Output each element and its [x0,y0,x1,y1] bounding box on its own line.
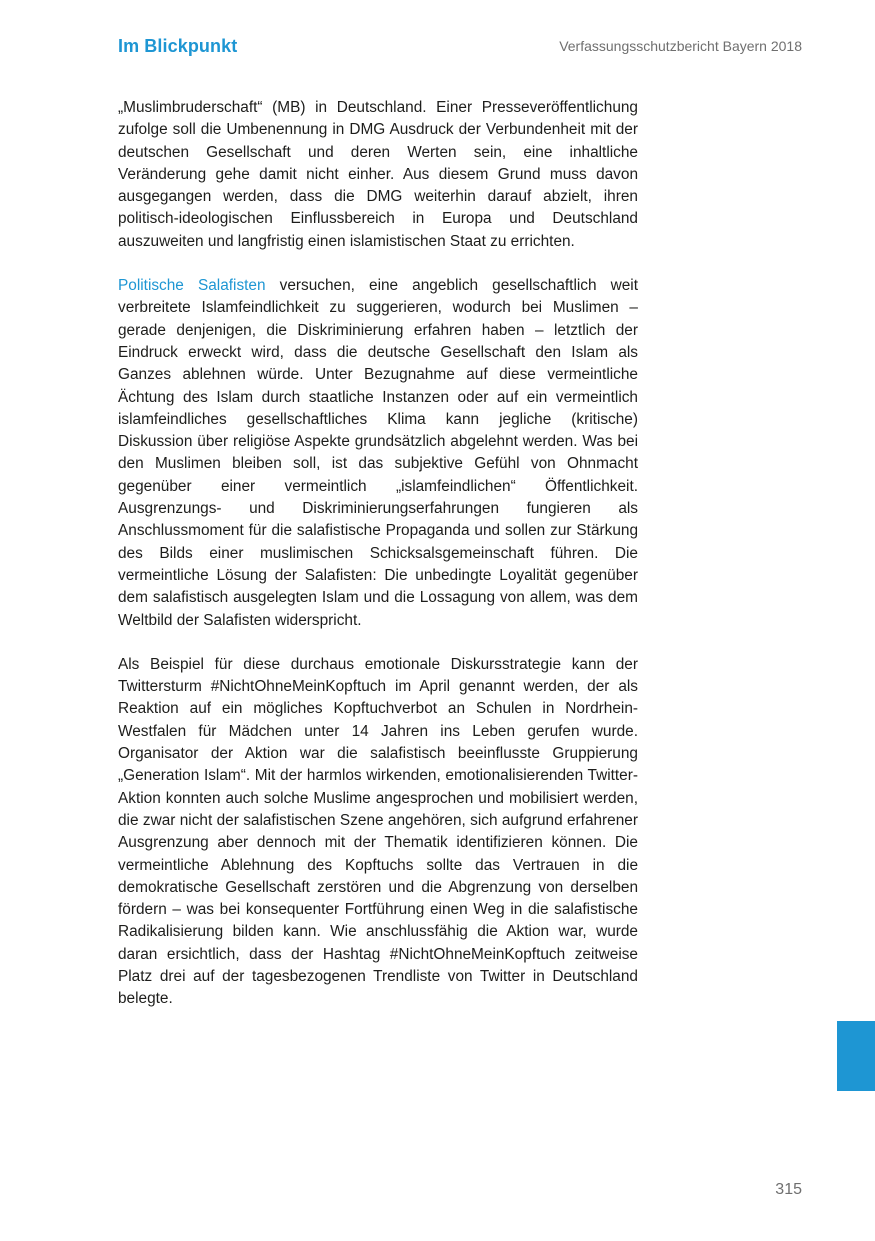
document-title: Verfassungsschutzbericht Bayern 2018 [559,38,802,54]
chapter-tab-marker [837,1021,875,1091]
page-number: 315 [775,1181,802,1198]
body-text [118,97,638,1033]
paragraph-3: Als Beispiel für diese durchaus emotionale Diskursstrategie kann der Twittersturm #NichtOhneMeinKopftuch im April genannt werden, der als Reaktion auf ein mögliches Kopftuchverbot an Schulen in Nordrhein-Westfalen für Mädchen unter 14 Jahren ins Leben gerufen wurde. Organisator der Aktion war die salafistisch beeinflusste Gruppierung „Generation Islam“. Mit der harmlos wirkenden, emotionalisierenden Twitter-Aktion konnten auch solche Muslime angesprochen und mobilisiert werden, die zwar nicht der salafistischen Szene angehören, sich aufgrund erfahrener Ausgrenzung aber dennoch mit der Thematik identifizieren können. Die vermeintliche Ablehnung des Kopftuchs sollte das Vertrauen in die demokratische Gesellschaft zerstören und die Abgrenzung von derselben fördern – was bei konsequenter Fortführung einen Weg in die salafistische Radikalisierung bilden kann. Wie anschlussfähig die Aktion war, wurde daran ersichtlich, dass der Hashtag #NichtOhneMeinKopftuch zeitweise Platz drei auf der tagesbezogenen Trendliste von Twitter in Deutschland belegte. [118,655,638,1008]
paragraph-2 [118,275,638,632]
paragraph-2-text: versuchen, eine angeblich gesellschaftlich weit verbreitete Islamfeindlichkeit zu suggerieren, wodurch bei Muslimen – gerade denjenigen, die Diskriminierung erfahren haben – letztlich der Eindruck erweckt wird, dass die deutsche Gesellschaft den Islam als Ganzes ablehnen würde. Unter Bezugnahme auf diese vermeintliche Ächtung des Islam durch staatliche Instanzen oder auf ein vermeintlich islamfeindliches gesellschaftliches Klima kann jegliche (kritische) Diskussion über religiöse Aspekte grundsätzlich abgelehnt werden. Was bei den Muslimen bleiben soll, ist das subjektive Gefühl von Ohnmacht gegenüber einer vermeintlich „islamfeindlichen“ Öffentlichkeit. Ausgrenzungs- und Diskriminierungserfahrungen fungieren als Anschlussmoment für die salafistische Propaganda und sollen zur Stärkung des Bilds einer muslimischen Schicksalsgemeinschaft führen. Die vermeintliche Lösung der Salafisten: Die unbedingte Loyalität gegenüber dem salafistisch ausgelegten Islam und die Lossagung von allem, was dem Weltbild der Salafisten widerspricht. [118,277,638,629]
paragraph-1: „Muslimbruderschaft“ (MB) in Deutschland. Einer Presseveröffentlichung zufolge soll die Umbenennung in DMG Ausdruck der Verbundenheit mit der deutschen Gesellschaft und deren Werten sein, eine inhaltliche Veränderung gehe damit nicht einher. Aus diesem Grund muss davon ausgegangen werden, dass die DMG weiterhin darauf abzielt, ihren politisch-ideologischen Einflussbereich in Europa und Deutschland auszuweiten und langfristig einen islamistischen Staat zu errichten. [118,99,638,250]
glossary-link-politische-salafisten[interactable]: Politische Salafisten [118,277,266,295]
section-title: Im Blickpunkt [118,36,238,56]
